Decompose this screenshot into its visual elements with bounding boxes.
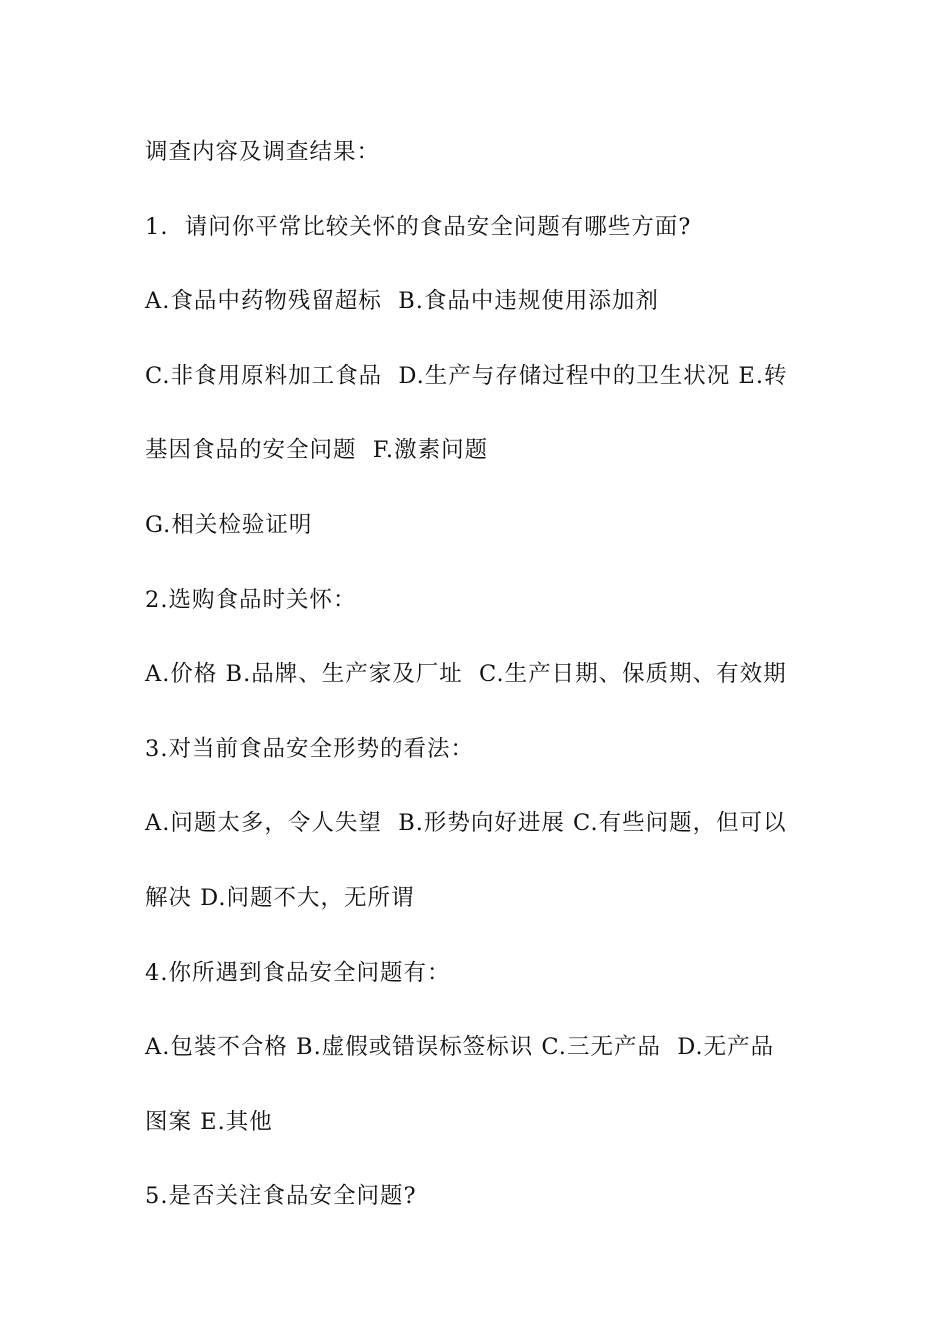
question-3-options-line-1: A.问题太多，令人失望 B.形势向好进展 C.有些问题，但可以: [145, 810, 787, 836]
section-heading: 调查内容及调查结果：: [145, 139, 381, 165]
question-4: 4.你所遇到食品安全问题有：: [145, 960, 451, 986]
question-2: 2.选购食品时关怀：: [145, 587, 357, 613]
question-1-options-line-4: G.相关检验证明: [145, 512, 313, 538]
question-3: 3.对当前食品安全形势的看法：: [145, 736, 474, 762]
question-4-options-line-1: A.包装不合格 B.虚假或错误标签标识 C.三无产品 D.无产品: [145, 1034, 775, 1060]
question-2-options: A.价格 B.品牌、生产家及厂址 C.生产日期、保质期、有效期: [145, 661, 787, 687]
question-4-options-line-2: 图案 E.其他: [145, 1109, 273, 1135]
question-1-options-line-1: A.食品中药物残留超标 B.食品中违规使用添加剂: [145, 288, 659, 314]
question-1-options-line-3: 基因食品的安全问题 F.激素问题: [145, 437, 489, 463]
question-5: 5.是否关注食品安全问题?: [145, 1183, 417, 1209]
question-1: 1. 请问你平常比较关怀的食品安全问题有哪些方面?: [145, 214, 692, 240]
question-1-options-line-2: C.非食用原料加工食品 D.生产与存储过程中的卫生状况 E.转: [145, 363, 788, 389]
question-3-options-line-2: 解决 D.问题不大，无所谓: [145, 885, 415, 911]
